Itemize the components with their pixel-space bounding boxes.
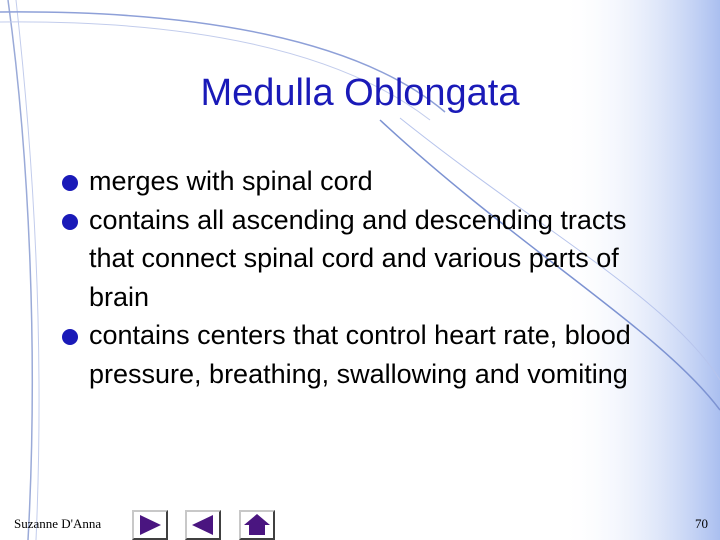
bullet-dot-icon	[62, 175, 78, 191]
next-slide-button[interactable]	[132, 510, 168, 540]
slide-title: Medulla Oblongata	[200, 72, 520, 114]
footer-author: Suzanne D'Anna	[14, 516, 102, 531]
bullet-item	[62, 201, 672, 317]
bullet-text: contains all ascending and descending tracts that connect spinal cord and various parts of brain	[89, 204, 627, 312]
bullet-item	[62, 316, 672, 393]
bullet-text: contains centers that control heart rate, blood pressure, breathing, swallowing and vomiting	[89, 320, 631, 389]
bullet-item	[62, 162, 672, 201]
home-icon	[241, 512, 273, 538]
play-right-icon	[134, 512, 166, 538]
play-left-icon	[187, 512, 219, 538]
page-number: 70	[695, 516, 708, 531]
home-slide-button[interactable]	[239, 510, 275, 540]
bullet-dot-icon	[62, 329, 78, 345]
previous-slide-button[interactable]	[185, 510, 221, 540]
bullet-text: merges with spinal cord	[89, 166, 373, 196]
bullet-dot-icon	[62, 214, 78, 230]
bullet-list	[62, 162, 672, 393]
